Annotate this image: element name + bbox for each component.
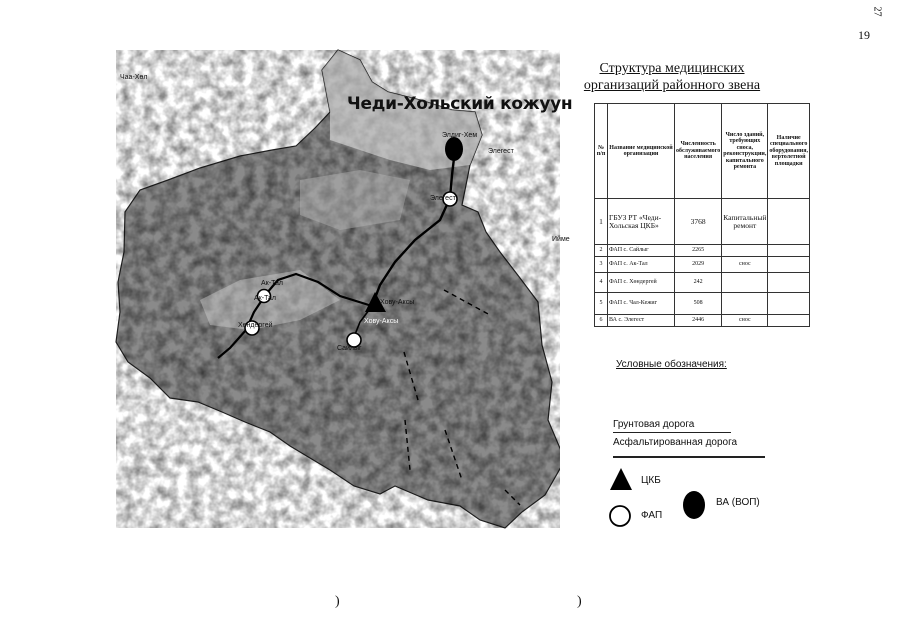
place-label: Элегест [488, 148, 514, 155]
place-label: Чаа-Хөл [120, 74, 148, 81]
place-label: Сайлыг [337, 345, 362, 352]
table-row: 5 ФАП с. Чал-Кежиг 508 [595, 293, 810, 315]
place-label: Хөндергей [238, 322, 273, 329]
place-label: Элдиг-Хем [442, 132, 478, 139]
header-population: Численность обслуживаемого населения [675, 104, 722, 199]
place-label: Ак-Тал [254, 295, 277, 302]
corner-mark: 27 [871, 6, 883, 17]
header-num: № п/п [595, 104, 608, 199]
district-map [110, 40, 560, 540]
legend-ckb-icon [608, 466, 638, 494]
map-title: Чеди-Хольский кожуун [347, 94, 573, 114]
medical-organizations-table [594, 103, 810, 327]
legend-asphalt-road-line [613, 456, 765, 458]
header-works: Число зданий, требующих сноса, реконструкции, капитального ремонта [722, 104, 768, 199]
table-header-row [595, 104, 810, 199]
legend-dirt-road-line [613, 432, 731, 433]
table-row: 4 ФАП с. Хөндергей 242 [595, 273, 810, 293]
place-label: Хову-Аксы [364, 318, 399, 325]
va-marker-elegest [445, 137, 463, 161]
legend-heading: Условные обозначения: [616, 359, 727, 370]
place-label: Элегест [430, 195, 456, 202]
place-label: Ак-Тал [261, 280, 284, 287]
legend-dirt-road-label: Грунтовая дорога [613, 419, 695, 430]
place-label: Хову-Аксы [380, 299, 415, 306]
table-row: 2 ФАП с. Сайлыг 2265 [595, 245, 810, 257]
table-row: 3 ФАП с. Ак-Тал 2029 снос [595, 257, 810, 273]
page-number: 19 [858, 28, 870, 42]
table-row: 1 ГБУЗ РТ «Чеди-Хольская ЦКБ» 3768 Капитальный ремонт [595, 199, 810, 245]
structure-title: Структура медицинских организаций районного звена [583, 61, 761, 93]
legend-fap-icon [607, 502, 635, 530]
bottom-mark: ) [577, 594, 582, 609]
legend-asphalt-road-label: Асфальтированная дорога [613, 437, 738, 448]
legend-ckb-label: ЦКБ [641, 475, 661, 486]
table-row: 6 ВА с. Элегест 2446 снос [595, 315, 810, 327]
legend-va-label: ВА (ВОП) [716, 497, 760, 508]
legend-fap-label: ФАП [641, 510, 663, 521]
legend-va-icon [680, 488, 710, 522]
header-equipment: Наличие специального оборудования, вертолетной площадки [768, 104, 810, 199]
header-name: Название медицинской организации [608, 104, 675, 199]
bottom-mark: ) [335, 594, 340, 609]
place-label: Ийме [552, 236, 570, 243]
